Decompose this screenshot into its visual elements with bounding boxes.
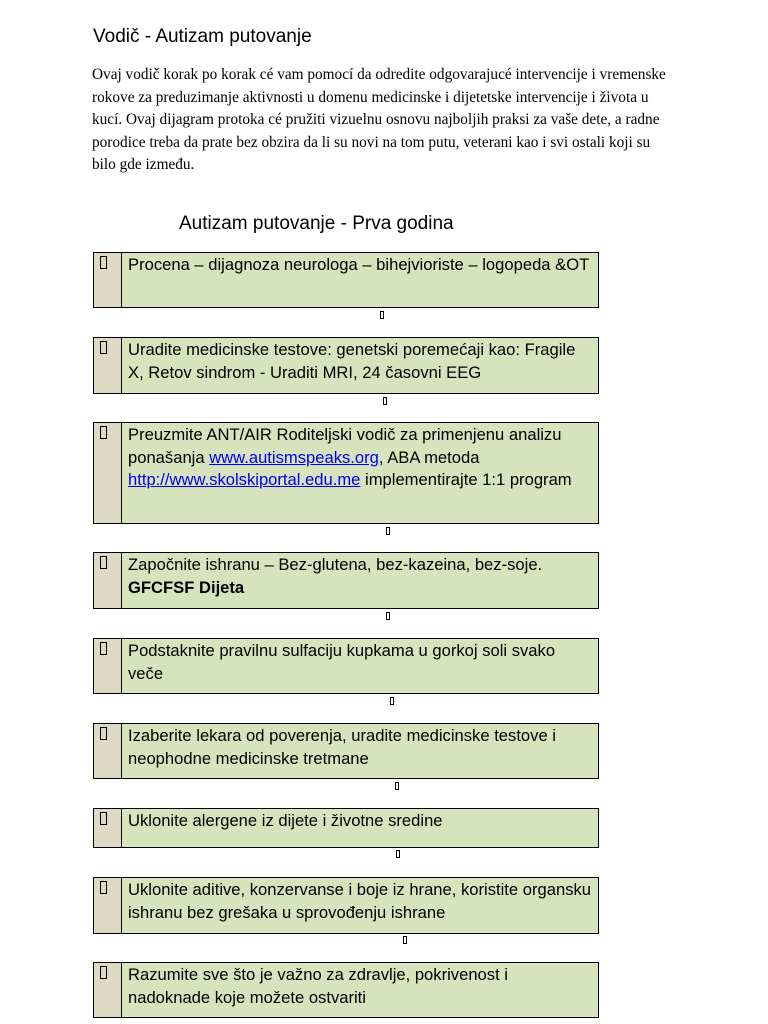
- intro-paragraph: Ovaj vodič korak po korak cé vam pomocí da odredite odgovarajucé intervencije i vremenske rokove za preduzimanje aktivnosti u domenu medicinske i dijetetske intervencije i života u kucí. Ovaj dijagram protoka cé pružiti vizuelnu osnovu najboljih praksi za vaše dete, a radne porodice treba da prate bez obzira da li su novi na tom putu, veterani kao i svi ostali koji su bilo gde između.: [92, 66, 666, 173]
- down-arrow-icon: [396, 850, 400, 858]
- down-arrow-icon: [403, 936, 407, 944]
- down-arrow-icon: [383, 397, 387, 405]
- bullet-icon: [100, 881, 107, 894]
- step-text: Uklonite aditive, konzervanse i boje iz hrane, koristite organsku ishranu bez grešaka u sprovođenju ishrane: [122, 878, 598, 933]
- bullet-icon: [100, 426, 107, 439]
- step-marker-cell: [94, 963, 122, 1017]
- bullet-icon: [100, 642, 107, 655]
- step-text: Uklonite alergene iz dijete i životne sredine: [122, 809, 598, 847]
- step-text: Podstaknite pravilnu sulfaciju kupkama u gorkoj soli svako veče: [122, 639, 598, 693]
- flow-step-9: [93, 962, 599, 1018]
- step-text: Procena – dijagnoza neurologa – bihejvioriste – logopeda &OT: [122, 253, 598, 307]
- document-title: Vodič - Autizam putovanje: [93, 26, 312, 47]
- skolskiportal-link[interactable]: http://www.skolskiportal.edu.me: [128, 470, 361, 489]
- flowchart-title: Autizam putovanje - Prva godina: [179, 213, 454, 234]
- flow-step-7: [93, 808, 599, 848]
- down-arrow-icon: [386, 527, 390, 535]
- bullet-icon: [100, 727, 107, 740]
- step-marker-cell: [94, 553, 122, 608]
- bullet-icon: [100, 341, 107, 354]
- diet-name: GFCFSF Dijeta: [128, 577, 245, 597]
- down-arrow-icon: [395, 782, 399, 790]
- bullet-icon: [100, 256, 107, 269]
- step-marker-cell: [94, 724, 122, 778]
- step-marker-cell: [94, 338, 122, 393]
- flow-step-2: [93, 337, 599, 394]
- bullet-icon: [100, 556, 107, 569]
- step-text-part: implementirajte 1:1 program: [360, 470, 572, 489]
- flow-step-5: [93, 638, 599, 694]
- step-text-part: Započnite ishranu – Bez-glutena, bez-kazeina, bez-soje.: [128, 555, 543, 574]
- step-text-part: , ABA metoda: [378, 447, 480, 467]
- step-text: Uradite medicinske testove: genetski poremećaji kao: Fragile X, Retov sindrom - Uraditi MRI, 24 časovni EEG: [122, 338, 598, 393]
- step-marker-cell: [94, 253, 122, 307]
- step-text-part: Preuzmite ANT/AIR Roditeljski vodič za primenjenu analizu ponašanja: [128, 425, 562, 467]
- bullet-icon: [100, 966, 107, 979]
- flow-step-3: [93, 422, 599, 524]
- step-text: [122, 423, 598, 523]
- down-arrow-icon: [386, 612, 390, 620]
- flow-step-8: [93, 877, 599, 934]
- step-text: [122, 553, 598, 608]
- down-arrow-icon: [390, 697, 394, 705]
- step-text: Razumite sve što je važno za zdravlje, pokrivenost i nadoknade koje možete ostvariti: [122, 963, 598, 1017]
- flow-step-6: [93, 723, 599, 779]
- step-marker-cell: [94, 809, 122, 847]
- flow-step-4: [93, 552, 599, 609]
- bullet-icon: [100, 812, 107, 825]
- autismspeaks-link[interactable]: www.autismspeaks.org: [209, 447, 379, 467]
- step-text: Izaberite lekara od poverenja, uradite medicinske testove i neophodne medicinske tretmane: [122, 724, 598, 778]
- step-marker-cell: [94, 639, 122, 693]
- down-arrow-icon: [380, 311, 384, 319]
- step-marker-cell: [94, 423, 122, 523]
- flow-step-1: [93, 252, 599, 308]
- step-marker-cell: [94, 878, 122, 933]
